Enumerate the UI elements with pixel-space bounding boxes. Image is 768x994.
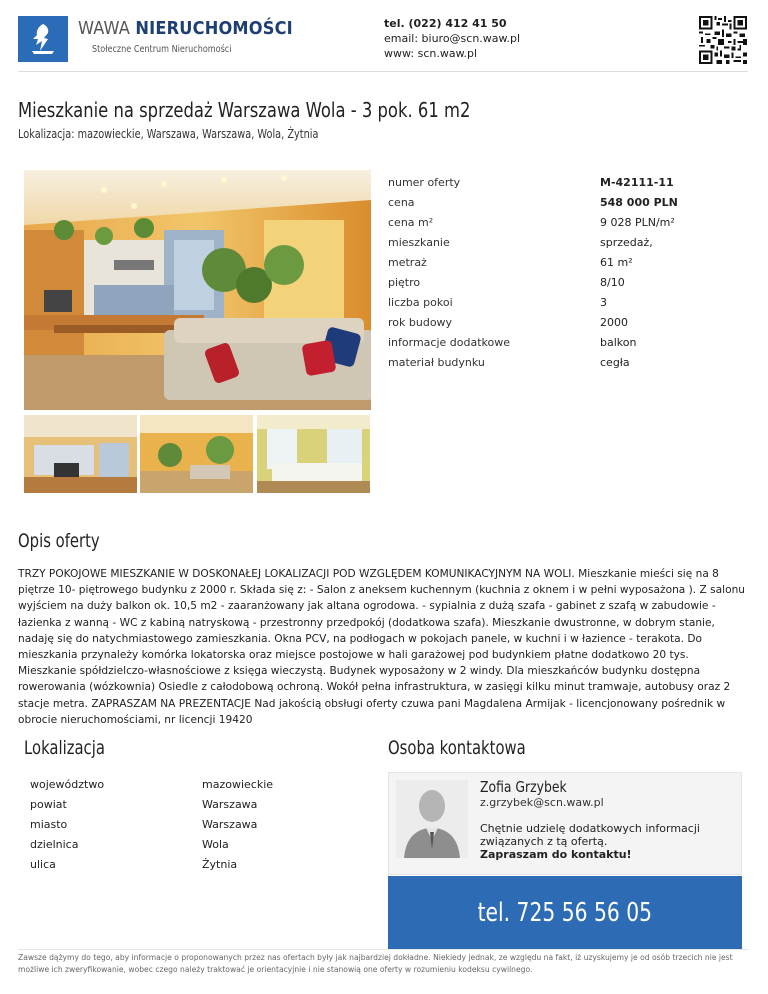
location-row xyxy=(30,814,360,834)
location-value: mazowieckie xyxy=(202,777,274,791)
disclaimer: Zawsze dążymy do tego, aby informacje o proponowanych przez nas ofertach były jak najbardziej dokładne. Niekiedy jednak, ze względu na fakt, iż uzyskujemy je od osób trzecich nie jest możliwe ich zweryfikowanie, wobec czego należy traktować je orientacyjnie i nie stanowią one oferty w rozumieniu kodeksu cywilnego. xyxy=(18,953,733,974)
location-key: miasto xyxy=(30,817,68,831)
param-value: 61 m² xyxy=(600,255,633,269)
param-key: metraż xyxy=(388,255,427,269)
param-key: cena xyxy=(388,195,415,209)
location-value: Wola xyxy=(202,837,229,851)
param-row xyxy=(388,332,748,352)
param-value: 3 xyxy=(600,295,607,309)
param-row xyxy=(388,192,748,212)
location-row xyxy=(30,774,360,794)
contact-email[interactable]: z.grzybek@scn.waw.pl xyxy=(480,796,604,809)
param-key: rok budowy xyxy=(388,315,453,329)
param-value: cegła xyxy=(600,355,630,369)
param-value: balkon xyxy=(600,335,637,349)
qr-code-icon xyxy=(698,16,748,64)
param-row xyxy=(388,232,748,252)
main-photo[interactable] xyxy=(24,170,371,410)
param-row xyxy=(388,252,748,272)
thumbnail-photo-2[interactable] xyxy=(140,415,253,493)
avatar xyxy=(396,780,468,858)
location-key: dzielnica xyxy=(30,837,79,851)
footer-divider xyxy=(18,949,748,950)
header-divider xyxy=(18,71,748,72)
header-website[interactable]: www: scn.waw.pl xyxy=(384,47,478,60)
param-row xyxy=(388,292,748,312)
param-value: 2000 xyxy=(600,315,628,329)
location-row xyxy=(30,794,360,814)
thumbnail-photo-3[interactable] xyxy=(257,415,370,493)
param-key: mieszkanie xyxy=(388,235,450,249)
location-key: województwo xyxy=(30,777,105,791)
param-row xyxy=(388,312,748,332)
param-row xyxy=(388,212,748,232)
param-row xyxy=(388,272,748,292)
contact-heading: Osoba kontaktowa xyxy=(388,737,526,759)
param-value: M-42111-11 xyxy=(600,175,674,189)
location-key: ulica xyxy=(30,857,56,871)
param-row xyxy=(388,352,748,372)
param-value: 9 028 PLN/m² xyxy=(600,215,675,229)
contact-cta: Zapraszam do kontaktu! xyxy=(480,848,632,861)
param-key: cena m² xyxy=(388,215,434,229)
location-key: powiat xyxy=(30,797,67,811)
description-text: TRZY POKOJOWE MIESZKANIE W DOSKONAŁEJ LOKALIZACJI POD WZGLĘDEM KOMUNIKACYJNYM NA WOLI. Mieszkanie mieści się na 8 piętrze 10- piętrowego budynku z 2000 r. Składa się z: - Salon z aneksem kuchennym (kuchnia z oknem i w pełni wyposażona ). Z salonu wyjściem na duży balkon ok. 10,5 m2 - zaaranżowany jak altana ogrodowa. - sypialnia z dużą szafa - gabinet z szafą w zabudowie - łazienka z wanną - WC z kabiną natryskową - przestronny przedpokój (dodatkowa szafa). Mieszkanie dwustronne, w dobrym stanie, nadaję się do natychmiastowego zamieszkania. Okna PCV, na podłogach w pokojach panele, w kuchni i w łazience - terakota. Do mieszkania przynależy komórka lokatorska oraz miejsce postojowe w hali garażowej pod budynkiem płatne dodatkowo 20 tys. Mieszkanie spółdzielczo-własnościowe z księga wieczystą. Budynek wyposażony w 2 windy. Dla mieszkańców budynku dostępna rowerowania (wózkownia) Osiedle z całodobową ochroną. Wokół pełna infrastruktura, w zasięgi kilku minut tramwaje, autobusy oraz 2 stacje metra. ZAPRASZAM NA PREZENTACJE Nad jakością obsługi oferty czuwa pani Magdalena Armijak - licencjonowany pośrednik w obrocie nieruchomościami, nr licencji 19420 xyxy=(18,568,746,726)
location-row xyxy=(30,854,360,874)
param-key: piętro xyxy=(388,275,421,289)
param-value: 8/10 xyxy=(600,275,625,289)
listing-title: Mieszkanie na sprzedaż Warszawa Wola - 3 pok. 61 m2 xyxy=(18,98,471,122)
contact-phone-box[interactable] xyxy=(388,876,742,950)
location-value: Warszawa xyxy=(202,817,258,831)
offer-parameters xyxy=(388,172,748,372)
header-phone[interactable]: tel. (022) 412 41 50 xyxy=(384,17,507,30)
contact-info xyxy=(480,822,730,861)
brand-subtitle: Stołeczne Centrum Nieruchomości xyxy=(92,44,232,55)
thumbnail-photo-1[interactable] xyxy=(24,415,137,493)
param-key: materiał budynku xyxy=(388,355,485,369)
header-contact xyxy=(384,16,520,61)
contact-name: Zofia Grzybek xyxy=(480,778,567,796)
location-value: Warszawa xyxy=(202,797,258,811)
location-value: Żytnia xyxy=(202,857,238,871)
header-email[interactable]: email: biuro@scn.waw.pl xyxy=(384,32,521,45)
param-key: numer oferty xyxy=(388,175,461,189)
param-key: informacje dodatkowe xyxy=(388,335,511,349)
contact-info-text: Chętnie udzielę dodatkowych informacji związanych z tą ofertą. xyxy=(480,822,700,848)
param-row xyxy=(388,172,748,192)
param-value: 548 000 PLN xyxy=(600,195,678,209)
company-logo xyxy=(18,16,68,62)
location-row xyxy=(30,834,360,854)
param-key: liczba pokoi xyxy=(388,295,453,309)
location-heading: Lokalizacja xyxy=(24,737,105,759)
brand-name: WAWA NIERUCHOMOŚCI xyxy=(78,18,293,39)
param-value: sprzedaż, xyxy=(600,235,653,249)
location-table xyxy=(30,774,360,874)
description-heading: Opis oferty xyxy=(18,530,100,552)
listing-location: Lokalizacja: mazowieckie, Warszawa, Warszawa, Wola, Żytnia xyxy=(18,126,319,141)
contact-phone[interactable]: tel. 725 56 56 05 xyxy=(477,898,653,928)
